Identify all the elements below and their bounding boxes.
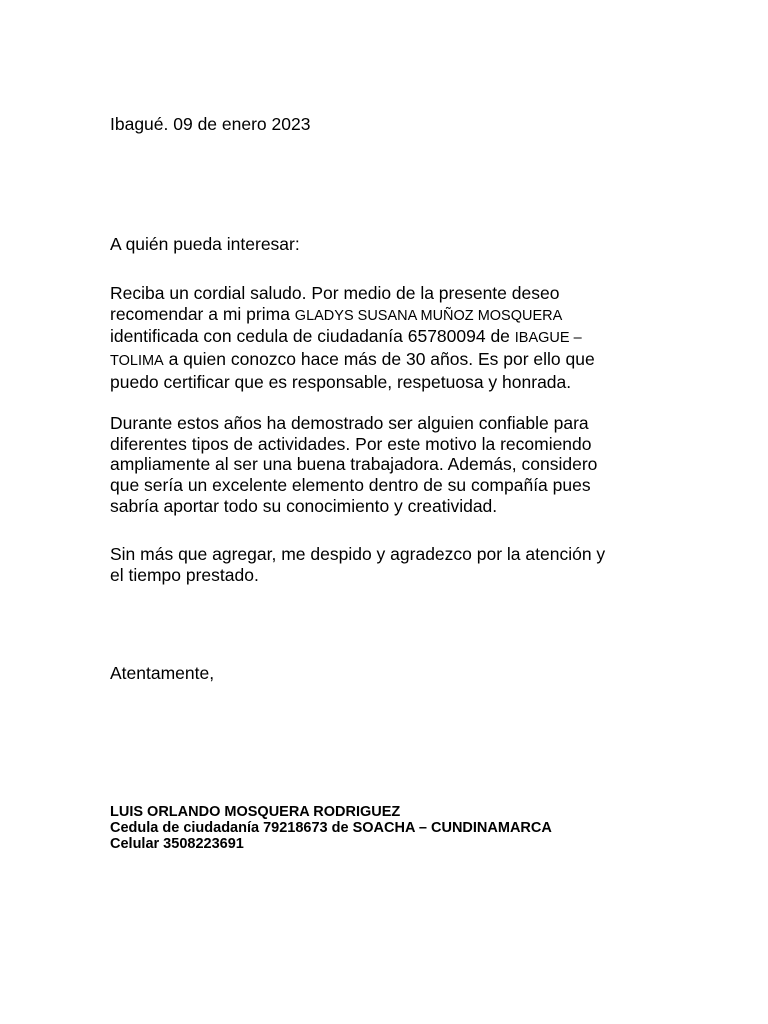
paragraph-1-line-4: [110, 349, 670, 372]
paragraph-2-line-4: que sería un excelente elemento dentro de su compañía pues: [110, 475, 591, 496]
paragraph-3: [110, 544, 670, 585]
department-name: TOLIMA: [110, 353, 164, 370]
text-fragment: identificada con cedula de ciudadanía 65780094 de: [110, 326, 515, 347]
paragraph-1-line-3: [110, 326, 670, 349]
text-fragment: recomendar a mi prima: [110, 303, 295, 324]
date-line: Ibagué. 09 de enero 2023: [110, 114, 311, 134]
signature-block: [110, 804, 552, 852]
text-fragment: a quien conozco hace más de 30 años. Es por ello que: [163, 349, 595, 370]
paragraph-3-line-2: el tiempo prestado.: [110, 564, 259, 585]
recommended-person-name: GLADYS SUSANA MUÑOZ MOSQUERA: [294, 307, 563, 324]
paragraph-2-line-5: sabría aportar todo su conocimiento y creatividad.: [110, 495, 498, 516]
paragraph-1: [110, 283, 670, 393]
signatory-id: Cedula de ciudadanía 79218673 de SOACHA – CUNDINAMARCA: [110, 820, 552, 836]
signatory-phone: Celular 3508223691: [110, 836, 244, 852]
salutation: A quién pueda interesar:: [110, 234, 300, 254]
city-name: IBAGUE –: [514, 330, 582, 347]
paragraph-1-line-1: Reciba un cordial saludo. Por medio de la presente deseo: [110, 283, 560, 303]
paragraph-2: [110, 413, 670, 517]
paragraph-2-line-3: ampliamente al ser una buena trabajadora. Además, considero: [110, 454, 598, 475]
closing: Atentamente,: [110, 663, 215, 683]
paragraph-3-line-1: Sin más que agregar, me despido y agradezco por la atención y: [110, 544, 606, 564]
paragraph-1-line-5: puedo certificar que es responsable, respetuosa y honrada.: [110, 371, 572, 392]
paragraph-1-line-2: [110, 304, 670, 327]
paragraph-2-line-2: diferentes tipos de actividades. Por este motivo la recomiendo: [110, 433, 592, 454]
signatory-name: LUIS ORLANDO MOSQUERA RODRIGUEZ: [110, 804, 401, 820]
paragraph-2-line-1: Durante estos años ha demostrado ser alguien confiable para: [110, 413, 589, 433]
